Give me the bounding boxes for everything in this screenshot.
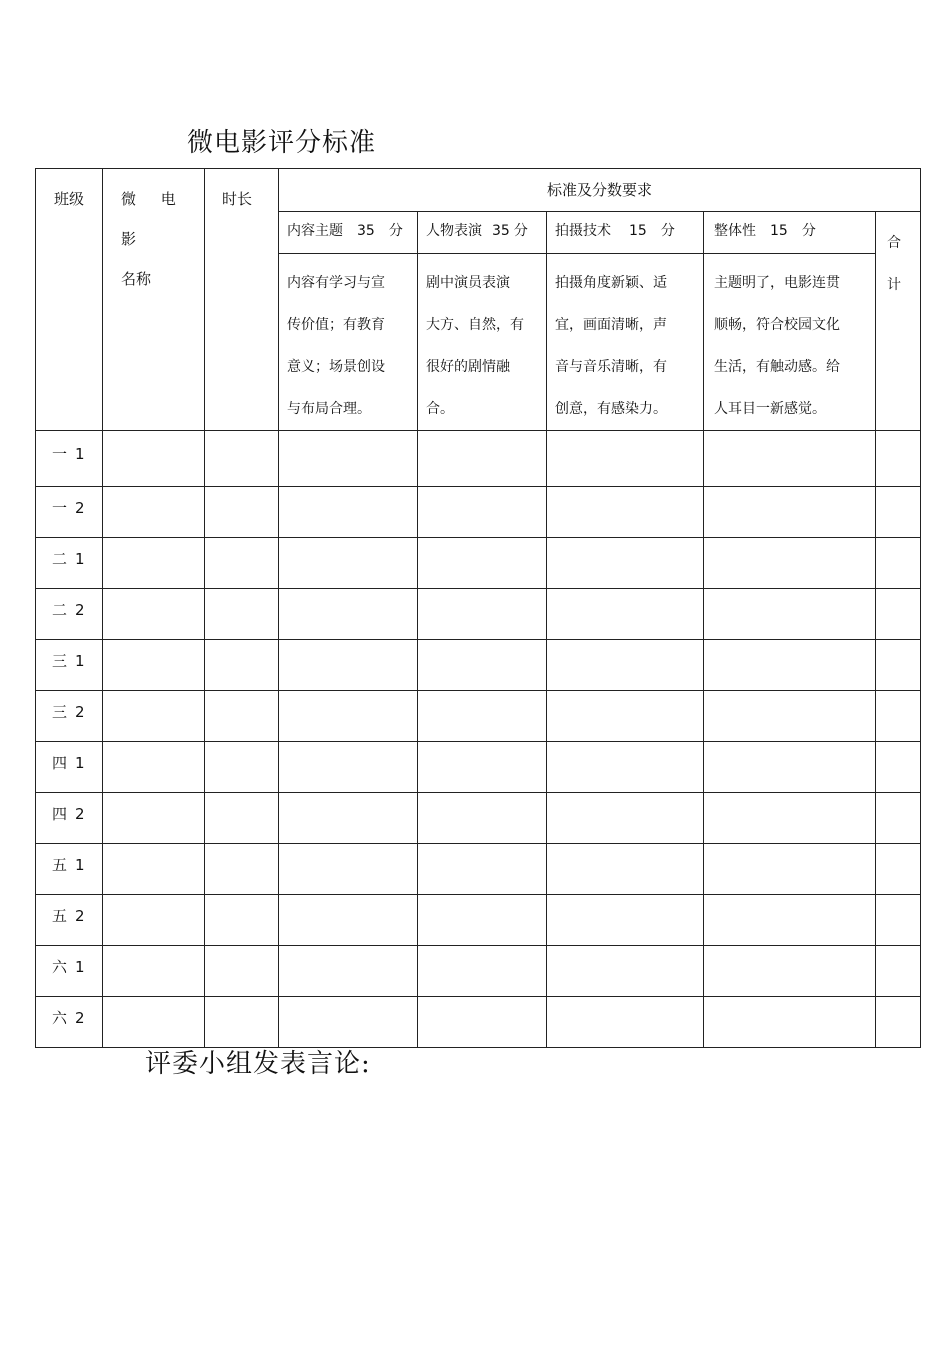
total-score-cell[interactable]	[876, 844, 921, 895]
content-score-cell[interactable]	[279, 431, 418, 487]
row-class-cell	[36, 538, 103, 589]
total-score-cell[interactable]	[876, 793, 921, 844]
row-grade: 二	[52, 601, 70, 619]
content-score-cell[interactable]	[279, 793, 418, 844]
header-film-name-line1: 微 电 影	[121, 190, 186, 248]
performance-score-cell[interactable]	[418, 793, 547, 844]
technique-score-cell[interactable]	[547, 997, 704, 1048]
performance-score-cell[interactable]	[418, 946, 547, 997]
duration-cell[interactable]	[205, 895, 279, 946]
integrity-score-cell[interactable]	[704, 895, 876, 946]
duration-cell[interactable]	[205, 589, 279, 640]
criterion-header	[418, 212, 547, 254]
criterion-description: 主题明了，电影连贯 顺畅，符合校园文化 生活，有触动感。给 人耳目一新感觉。	[704, 254, 876, 431]
total-score-cell[interactable]	[876, 487, 921, 538]
performance-score-cell[interactable]	[418, 538, 547, 589]
film-name-cell[interactable]	[103, 589, 205, 640]
criterion-description: 剧中演员表演 大方、自然，有 很好的剧情融 合。	[418, 254, 547, 431]
row-class-cell	[36, 844, 103, 895]
total-score-cell[interactable]	[876, 742, 921, 793]
header-class-label: 班级	[53, 190, 84, 208]
row-grade: 四	[52, 805, 70, 823]
row-class-number: 1	[75, 856, 87, 874]
content-score-cell[interactable]	[279, 487, 418, 538]
criterion-name: 整体性	[714, 223, 756, 239]
total-score-cell[interactable]	[876, 997, 921, 1048]
judges-comment-heading: 评委小组发表言论:	[145, 1049, 371, 1079]
row-class-cell	[36, 431, 103, 487]
header-total-line2: 计	[887, 277, 901, 293]
integrity-score-cell[interactable]	[704, 742, 876, 793]
film-name-cell[interactable]	[103, 487, 205, 538]
row-class-cell	[36, 640, 103, 691]
duration-cell[interactable]	[205, 431, 279, 487]
row-class-number: 1	[75, 550, 87, 568]
row-class-cell	[36, 589, 103, 640]
performance-score-cell[interactable]	[418, 589, 547, 640]
row-class-cell	[36, 487, 103, 538]
film-name-cell[interactable]	[103, 997, 205, 1048]
criterion-score: 35	[492, 223, 510, 239]
row-grade: 一	[52, 445, 70, 463]
header-total	[876, 212, 921, 431]
performance-score-cell[interactable]	[418, 997, 547, 1048]
film-name-cell[interactable]	[103, 538, 205, 589]
table-row	[36, 431, 921, 487]
row-class-number: 2	[75, 805, 87, 823]
performance-score-cell[interactable]	[418, 742, 547, 793]
header-total-line1: 合	[887, 235, 901, 251]
page-title: 微电影评分标准	[187, 128, 377, 158]
row-grade: 六	[52, 1009, 70, 1027]
score-rows	[36, 431, 921, 1048]
header-duration	[205, 169, 279, 431]
criterion-score: 15	[770, 223, 788, 239]
integrity-score-cell[interactable]	[704, 538, 876, 589]
total-score-cell[interactable]	[876, 640, 921, 691]
row-class-cell	[36, 793, 103, 844]
criterion-header	[547, 212, 704, 254]
integrity-score-cell[interactable]	[704, 997, 876, 1048]
criterion-name: 内容主题	[287, 223, 343, 239]
integrity-score-cell[interactable]	[704, 589, 876, 640]
total-score-cell[interactable]	[876, 895, 921, 946]
criterion-header	[279, 212, 418, 254]
integrity-score-cell[interactable]	[704, 691, 876, 742]
row-grade: 四	[52, 754, 70, 772]
technique-score-cell[interactable]	[547, 946, 704, 997]
row-class-cell	[36, 895, 103, 946]
criterion-unit: 分	[801, 223, 816, 239]
performance-score-cell[interactable]	[418, 487, 547, 538]
performance-score-cell[interactable]	[418, 431, 547, 487]
table-row	[36, 895, 921, 946]
header-film-name-line2: 名称	[121, 270, 152, 288]
integrity-score-cell[interactable]	[704, 844, 876, 895]
duration-cell[interactable]	[205, 487, 279, 538]
film-name-cell[interactable]	[103, 640, 205, 691]
film-name-cell[interactable]	[103, 431, 205, 487]
performance-score-cell[interactable]	[418, 895, 547, 946]
duration-cell[interactable]	[205, 793, 279, 844]
film-name-cell[interactable]	[103, 844, 205, 895]
performance-score-cell[interactable]	[418, 691, 547, 742]
header-film-name	[103, 169, 205, 431]
film-name-cell[interactable]	[103, 895, 205, 946]
scoring-table	[35, 168, 921, 1048]
table-row	[36, 793, 921, 844]
duration-cell[interactable]	[205, 844, 279, 895]
row-class-cell	[36, 742, 103, 793]
content-score-cell[interactable]	[279, 691, 418, 742]
table-row	[36, 640, 921, 691]
content-score-cell[interactable]	[279, 640, 418, 691]
row-class-number: 1	[75, 958, 87, 976]
row-class-number: 2	[75, 703, 87, 721]
table-row	[36, 487, 921, 538]
film-name-cell[interactable]	[103, 691, 205, 742]
criterion-description: 内容有学习与宣 传价值；有教育 意义；场景创设 与布局合理。	[279, 254, 418, 431]
integrity-score-cell[interactable]	[704, 487, 876, 538]
criterion-unit: 分	[660, 223, 675, 239]
integrity-score-cell[interactable]	[704, 946, 876, 997]
table-row	[36, 691, 921, 742]
row-class-number: 1	[75, 445, 87, 463]
film-name-cell[interactable]	[103, 946, 205, 997]
technique-score-cell[interactable]	[547, 742, 704, 793]
total-score-cell[interactable]	[876, 946, 921, 997]
row-class-cell	[36, 946, 103, 997]
row-grade: 二	[52, 550, 70, 568]
integrity-score-cell[interactable]	[704, 793, 876, 844]
table-row	[36, 844, 921, 895]
duration-cell[interactable]	[205, 640, 279, 691]
duration-cell[interactable]	[205, 742, 279, 793]
total-score-cell[interactable]	[876, 538, 921, 589]
content-score-cell[interactable]	[279, 946, 418, 997]
header-duration-label: 时长	[222, 190, 253, 208]
integrity-score-cell[interactable]	[704, 431, 876, 487]
row-class-number: 2	[75, 1009, 87, 1027]
row-grade: 三	[52, 652, 70, 670]
total-score-cell[interactable]	[876, 431, 921, 487]
technique-score-cell[interactable]	[547, 431, 704, 487]
content-score-cell[interactable]	[279, 997, 418, 1048]
criterion-header	[704, 212, 876, 254]
criterion-unit: 分	[513, 223, 528, 239]
row-class-cell	[36, 997, 103, 1048]
content-score-cell[interactable]	[279, 589, 418, 640]
header-standards	[279, 169, 921, 212]
criterion-unit: 分	[388, 223, 403, 239]
criterion-score: 35	[357, 223, 375, 239]
row-grade: 三	[52, 703, 70, 721]
row-class-number: 1	[75, 652, 87, 670]
technique-score-cell[interactable]	[547, 589, 704, 640]
row-grade: 六	[52, 958, 70, 976]
film-name-cell[interactable]	[103, 793, 205, 844]
technique-score-cell[interactable]	[547, 487, 704, 538]
row-class-number: 2	[75, 499, 87, 517]
header-class	[36, 169, 103, 431]
table-row	[36, 589, 921, 640]
integrity-score-cell[interactable]	[704, 640, 876, 691]
row-class-number: 2	[75, 601, 87, 619]
duration-cell[interactable]	[205, 997, 279, 1048]
technique-score-cell[interactable]	[547, 793, 704, 844]
table-row	[36, 742, 921, 793]
duration-cell[interactable]	[205, 691, 279, 742]
content-score-cell[interactable]	[279, 895, 418, 946]
row-class-number: 2	[75, 907, 87, 925]
duration-cell[interactable]	[205, 946, 279, 997]
criterion-description: 拍摄角度新颖、适 宜，画面清晰，声 音与音乐清晰，有 创意，有感染力。	[547, 254, 704, 431]
technique-score-cell[interactable]	[547, 844, 704, 895]
performance-score-cell[interactable]	[418, 844, 547, 895]
table-row	[36, 538, 921, 589]
row-class-cell	[36, 691, 103, 742]
technique-score-cell[interactable]	[547, 691, 704, 742]
row-grade: 五	[52, 856, 70, 874]
criterion-score: 15	[629, 223, 647, 239]
criterion-name: 拍摄技术	[555, 223, 611, 239]
total-score-cell[interactable]	[876, 589, 921, 640]
duration-cell[interactable]	[205, 538, 279, 589]
table-row	[36, 997, 921, 1048]
film-name-cell[interactable]	[103, 742, 205, 793]
content-score-cell[interactable]	[279, 538, 418, 589]
performance-score-cell[interactable]	[418, 640, 547, 691]
technique-score-cell[interactable]	[547, 640, 704, 691]
header-standards-label: 标准及分数要求	[546, 181, 652, 199]
criterion-name: 人物表演	[426, 223, 482, 239]
row-class-number: 1	[75, 754, 87, 772]
table-row	[36, 946, 921, 997]
row-grade: 一	[52, 499, 70, 517]
content-score-cell[interactable]	[279, 742, 418, 793]
technique-score-cell[interactable]	[547, 895, 704, 946]
row-grade: 五	[52, 907, 70, 925]
technique-score-cell[interactable]	[547, 538, 704, 589]
content-score-cell[interactable]	[279, 844, 418, 895]
total-score-cell[interactable]	[876, 691, 921, 742]
